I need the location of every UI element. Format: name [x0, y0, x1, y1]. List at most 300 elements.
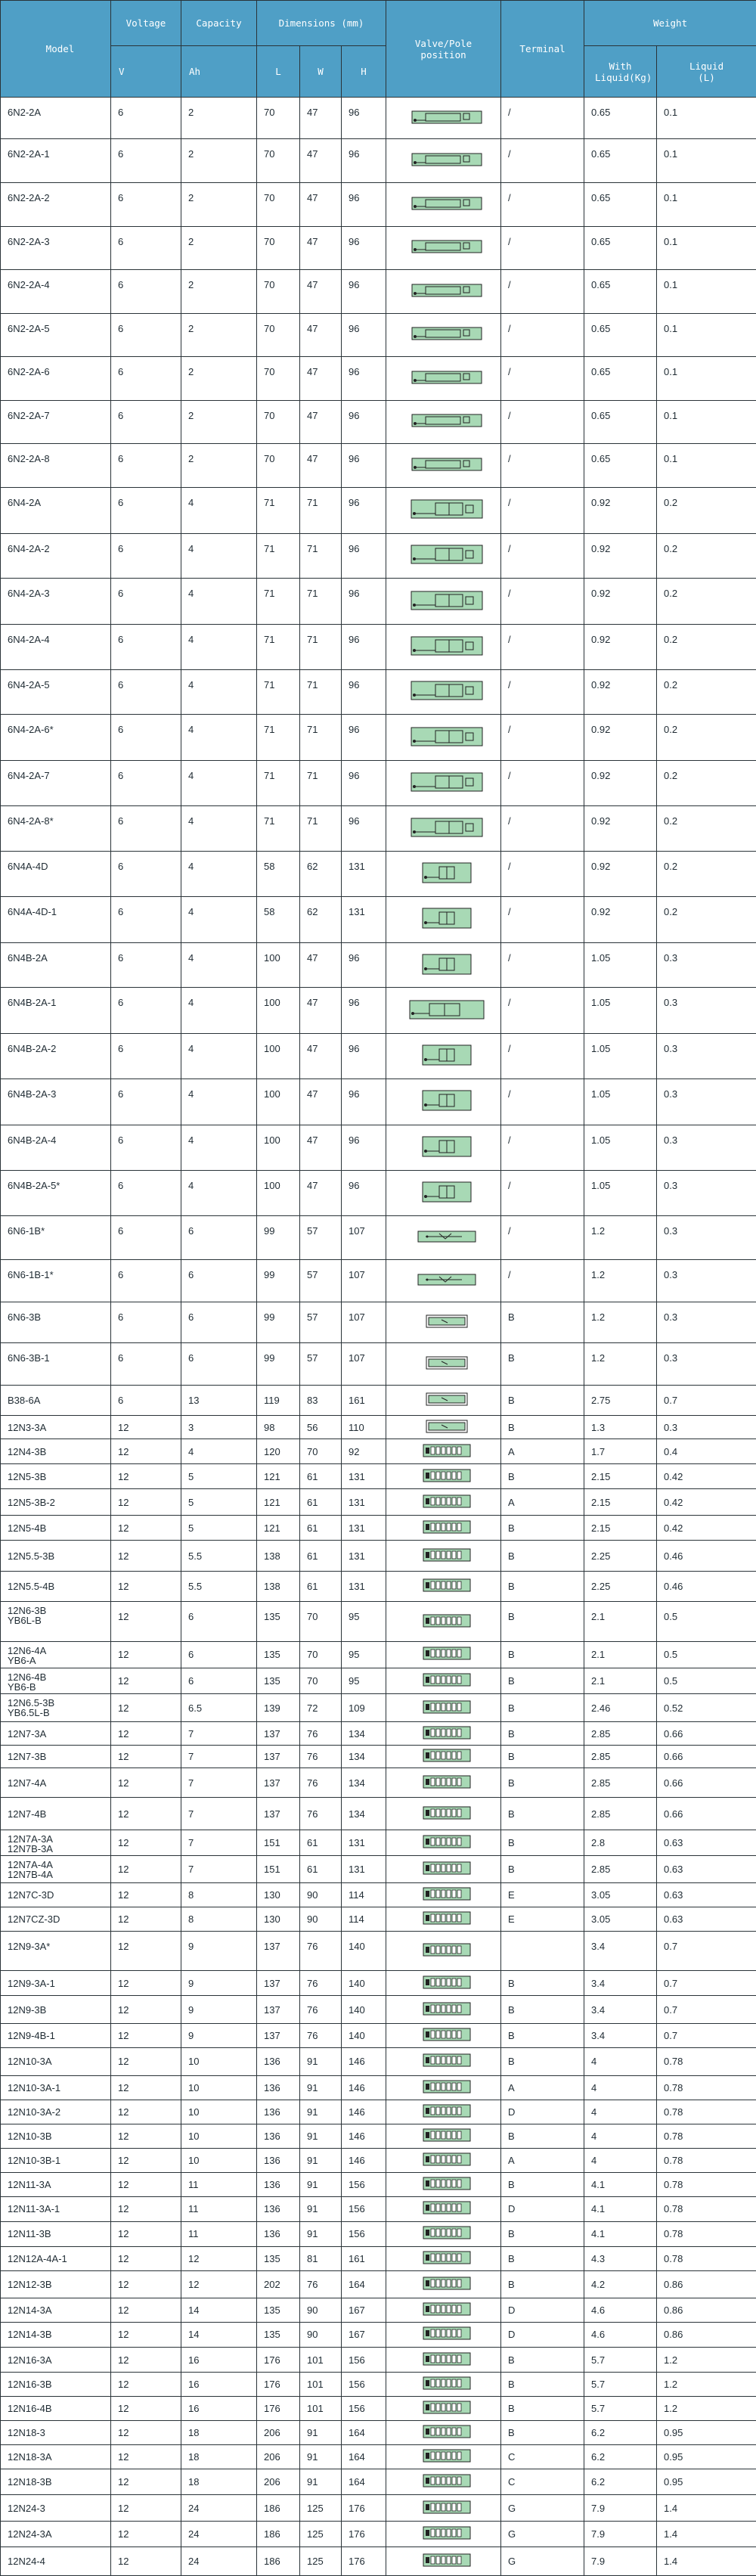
width-cell: 76	[300, 1996, 342, 2023]
model-cell	[1, 1668, 111, 1693]
model-cell: 12N12A-4A-1	[1, 2246, 111, 2270]
liquid-volume-cell: 1.4	[657, 2495, 756, 2522]
weight-with-liquid-cell: 1.2	[584, 1343, 657, 1385]
height-cell: 156	[342, 2373, 386, 2397]
voltage-cell: 6	[111, 942, 181, 988]
height-cell: 107	[342, 1302, 386, 1343]
liquid-volume-cell: 0.2	[657, 669, 756, 715]
valve-pole-cell	[386, 182, 501, 226]
height-cell: 96	[342, 805, 386, 852]
header-with-liquid: With Liquid(Kg)	[584, 46, 657, 98]
width-cell: 57	[300, 1216, 342, 1260]
small-battery-diagram-icon	[425, 1391, 469, 1410]
height-cell: 107	[342, 1343, 386, 1385]
width-cell: 57	[300, 1302, 342, 1343]
table-row	[1, 1516, 756, 1541]
voltage-cell: 6	[111, 624, 181, 669]
model-alias: YB6-B	[8, 1681, 36, 1693]
liquid-volume-cell: 0.3	[657, 1171, 756, 1216]
liquid-volume-cell: 0.2	[657, 805, 756, 852]
tube-battery-diagram-icon	[411, 325, 483, 344]
voltage-cell: 12	[111, 1693, 181, 1721]
table-row	[1, 1602, 756, 1641]
voltage-cell: 12	[111, 2270, 181, 2298]
valve-pole-cell	[386, 2172, 501, 2196]
box-battery-diagram-icon	[410, 543, 484, 568]
terminal-cell: D	[501, 2298, 584, 2323]
cell-battery-diagram-icon	[422, 1974, 472, 1993]
table-row	[1, 357, 756, 401]
cell-battery-diagram-icon	[422, 1724, 472, 1743]
capacity-cell: 24	[181, 2547, 257, 2576]
terminal-cell: B	[501, 1385, 584, 1415]
length-cell: 135	[257, 2298, 300, 2323]
liquid-volume-cell: 0.66	[657, 1746, 756, 1768]
liquid-volume-cell: 0.7	[657, 1971, 756, 1996]
cell-battery-diagram-icon	[422, 1493, 472, 1512]
terminal-cell: D	[501, 2100, 584, 2124]
width-cell: 57	[300, 1259, 342, 1302]
liquid-volume-cell: 0.86	[657, 2270, 756, 2298]
length-cell: 130	[257, 1883, 300, 1907]
terminal-cell: /	[501, 579, 584, 625]
box-battery-diagram-icon	[410, 771, 484, 796]
liquid-volume-cell: 0.46	[657, 1571, 756, 1601]
model-cell: 6N6-1B*	[1, 1216, 111, 1260]
weight-with-liquid-cell: 0.92	[584, 805, 657, 852]
voltage-cell: 12	[111, 2100, 181, 2124]
model-cell: 6N4B-2A-5*	[1, 1171, 111, 1216]
capacity-cell: 10	[181, 2075, 257, 2100]
height-cell: 131	[342, 1541, 386, 1571]
model-cell: 6N2-2A-2	[1, 182, 111, 226]
voltage-cell: 12	[111, 2348, 181, 2373]
box-battery-diagram-icon	[410, 679, 484, 704]
length-cell: 137	[257, 1722, 300, 1746]
cell-battery-diagram-icon	[422, 2103, 472, 2121]
voltage-cell: 12	[111, 2196, 181, 2221]
terminal-cell: B	[501, 1343, 584, 1385]
terminal-cell: B	[501, 1996, 584, 2023]
weight-with-liquid-cell: 1.05	[584, 1034, 657, 1079]
cell-battery-diagram-icon	[422, 2325, 472, 2344]
box-battery-diagram-icon	[410, 635, 484, 660]
weight-with-liquid-cell: 2.75	[584, 1385, 657, 1415]
model-cell: 6N6-3B	[1, 1302, 111, 1343]
model-cell: 12N7-3B	[1, 1746, 111, 1768]
voltage-cell: 6	[111, 98, 181, 139]
terminal-cell: /	[501, 139, 584, 183]
terminal-cell: B	[501, 1722, 584, 1746]
liquid-volume-cell: 0.78	[657, 2148, 756, 2172]
valve-pole-cell	[386, 313, 501, 357]
voltage-cell: 12	[111, 1602, 181, 1641]
length-cell: 121	[257, 1464, 300, 1489]
table-row	[1, 805, 756, 852]
terminal-cell: /	[501, 533, 584, 579]
height-cell: 134	[342, 1768, 386, 1797]
cell-battery-diagram-icon	[422, 2249, 472, 2268]
width-cell: 47	[300, 226, 342, 270]
capacity-cell: 6	[181, 1259, 257, 1302]
height-cell: 156	[342, 2348, 386, 2373]
length-cell: 206	[257, 2469, 300, 2494]
model-cell: 12N10-3B	[1, 2124, 111, 2148]
height-cell: 164	[342, 2469, 386, 2494]
capacity-cell: 4	[181, 579, 257, 625]
model-cell: 6N2-2A-7	[1, 400, 111, 444]
width-cell: 91	[300, 2196, 342, 2221]
liquid-volume-cell: 0.63	[657, 1883, 756, 1907]
model-cell: 12N11-3B	[1, 2221, 111, 2246]
model-cell: 12N12-3B	[1, 2270, 111, 2298]
width-cell: 71	[300, 624, 342, 669]
capacity-cell: 8	[181, 1883, 257, 1907]
width-cell: 72	[300, 1693, 342, 1721]
cell-battery-diagram-icon	[422, 1612, 472, 1631]
table-row	[1, 2100, 756, 2124]
width-cell: 47	[300, 942, 342, 988]
valve-pole-cell	[386, 2495, 501, 2522]
terminal-cell: G	[501, 2495, 584, 2522]
weight-with-liquid-cell: 0.92	[584, 897, 657, 943]
liquid-volume-cell: 0.63	[657, 1830, 756, 1855]
width-cell: 91	[300, 2148, 342, 2172]
length-cell: 121	[257, 1489, 300, 1516]
table-row	[1, 761, 756, 806]
voltage-cell: 12	[111, 1416, 181, 1439]
voltage-cell: 6	[111, 1125, 181, 1171]
width-cell: 56	[300, 1416, 342, 1439]
length-cell: 70	[257, 139, 300, 183]
terminal-cell: /	[501, 942, 584, 988]
capacity-cell: 9	[181, 1932, 257, 1971]
terminal-cell: /	[501, 313, 584, 357]
width-cell: 47	[300, 1079, 342, 1125]
terminal-cell: G	[501, 2547, 584, 2576]
height-cell: 96	[342, 669, 386, 715]
valve-pole-cell	[386, 761, 501, 806]
voltage-cell: 12	[111, 2495, 181, 2522]
weight-with-liquid-cell: 2.1	[584, 1602, 657, 1641]
height-cell: 164	[342, 2420, 386, 2444]
model-cell: 6N2-2A-5	[1, 313, 111, 357]
valve-pole-cell	[386, 988, 501, 1034]
model-cell: 6N4B-2A-4	[1, 1125, 111, 1171]
length-cell: 100	[257, 1125, 300, 1171]
width-cell: 71	[300, 715, 342, 761]
header-capacity-unit: Ah	[181, 46, 257, 98]
length-cell: 137	[257, 1768, 300, 1797]
capacity-cell: 16	[181, 2373, 257, 2397]
height-cell: 96	[342, 487, 386, 533]
liquid-volume-cell: 0.78	[657, 2221, 756, 2246]
small-battery-diagram-icon	[425, 1418, 469, 1437]
voltage-cell: 12	[111, 1768, 181, 1797]
length-cell: 99	[257, 1343, 300, 1385]
length-cell: 71	[257, 669, 300, 715]
width-cell: 57	[300, 1343, 342, 1385]
cell-battery-diagram-icon	[422, 1699, 472, 1718]
voltage-cell: 6	[111, 1171, 181, 1216]
table-row	[1, 852, 756, 897]
model-cell: 12N7CZ-3D	[1, 1907, 111, 1932]
table-row	[1, 2444, 756, 2469]
table-row	[1, 2397, 756, 2421]
height-cell: 146	[342, 2047, 386, 2075]
header-width: W	[300, 46, 342, 98]
height-cell: 131	[342, 1571, 386, 1601]
liquid-volume-cell: 0.78	[657, 2047, 756, 2075]
cell-battery-diagram-icon	[422, 1671, 472, 1690]
length-cell: 139	[257, 1693, 300, 1721]
height-cell: 96	[342, 313, 386, 357]
liquid-volume-cell: 0.78	[657, 2100, 756, 2124]
model-alias: 12N7B-4A	[8, 1869, 53, 1881]
width-cell: 47	[300, 313, 342, 357]
table-row	[1, 2522, 756, 2547]
height-cell: 96	[342, 400, 386, 444]
box-battery-diagram-icon	[410, 725, 484, 750]
terminal-cell: G	[501, 2522, 584, 2547]
capacity-cell: 2	[181, 98, 257, 139]
liquid-volume-cell: 0.1	[657, 313, 756, 357]
model-cell: 12N18-3B	[1, 2469, 111, 2494]
header-capacity: Capacity	[181, 1, 257, 46]
cell-battery-diagram-icon	[422, 2175, 472, 2194]
terminal-cell: B	[501, 1516, 584, 1541]
model-cell: 6N4A-4D	[1, 852, 111, 897]
length-cell: 206	[257, 2420, 300, 2444]
model-cell: 12N16-4B	[1, 2397, 111, 2421]
model-cell: 6N4B-2A-3	[1, 1079, 111, 1125]
voltage-cell: 6	[111, 897, 181, 943]
voltage-cell: 12	[111, 2547, 181, 2576]
width-cell: 76	[300, 1722, 342, 1746]
valve-pole-cell	[386, 2047, 501, 2075]
valve-pole-cell	[386, 1125, 501, 1171]
length-cell: 100	[257, 1034, 300, 1079]
header-voltage-unit: V	[111, 46, 181, 98]
valve-pole-cell	[386, 226, 501, 270]
model-cell: 12N11-3A	[1, 2172, 111, 2196]
terminal-cell: /	[501, 226, 584, 270]
capacity-cell: 10	[181, 2124, 257, 2148]
model-cell	[1, 1856, 111, 1883]
liquid-volume-cell: 0.1	[657, 98, 756, 139]
width-cell: 81	[300, 2246, 342, 2270]
width-cell: 91	[300, 2444, 342, 2469]
voltage-cell: 12	[111, 1746, 181, 1768]
length-cell: 137	[257, 1746, 300, 1768]
terminal-cell: B	[501, 2246, 584, 2270]
height-cell: 161	[342, 1385, 386, 1415]
capacity-cell: 6	[181, 1216, 257, 1260]
cell-battery-diagram-icon	[422, 2447, 472, 2466]
length-cell: 135	[257, 2246, 300, 2270]
length-cell: 70	[257, 313, 300, 357]
model-cell: 12N10-3A-2	[1, 2100, 111, 2124]
table-row	[1, 1693, 756, 1721]
length-cell: 136	[257, 2100, 300, 2124]
terminal-cell: /	[501, 357, 584, 401]
weight-with-liquid-cell: 2.1	[584, 1668, 657, 1693]
valve-pole-cell	[386, 1171, 501, 1216]
cell-battery-diagram-icon	[422, 2423, 472, 2442]
length-cell: 176	[257, 2397, 300, 2421]
cell-battery-diagram-icon	[422, 2351, 472, 2370]
capacity-cell: 4	[181, 487, 257, 533]
length-cell: 137	[257, 2023, 300, 2047]
valve-pole-cell	[386, 2547, 501, 2576]
table-row	[1, 2196, 756, 2221]
cell-battery-diagram-icon	[422, 1860, 472, 1879]
weight-with-liquid-cell: 3.05	[584, 1883, 657, 1907]
terminal-cell: C	[501, 2469, 584, 2494]
valve-pole-cell	[386, 2420, 501, 2444]
valve-pole-cell	[386, 1259, 501, 1302]
voltage-cell: 12	[111, 2124, 181, 2148]
model-cell	[1, 1693, 111, 1721]
weight-with-liquid-cell: 0.92	[584, 715, 657, 761]
model-cell: 6N6-3B-1	[1, 1343, 111, 1385]
cell-battery-diagram-icon	[422, 1774, 472, 1792]
tube-battery-diagram-icon	[411, 282, 483, 301]
valve-pole-cell	[386, 2075, 501, 2100]
model-cell	[1, 1602, 111, 1641]
weight-with-liquid-cell: 0.65	[584, 270, 657, 314]
terminal-cell: B	[501, 2124, 584, 2148]
length-cell: 121	[257, 1516, 300, 1541]
terminal-cell: B	[501, 1798, 584, 1830]
terminal-cell	[501, 1932, 584, 1971]
length-cell: 58	[257, 852, 300, 897]
height-cell: 96	[342, 1171, 386, 1216]
weight-with-liquid-cell: 5.7	[584, 2348, 657, 2373]
model-cell: 6N2-2A-1	[1, 139, 111, 183]
capacity-cell: 2	[181, 313, 257, 357]
length-cell: 100	[257, 1079, 300, 1125]
cell-battery-diagram-icon	[422, 2472, 472, 2491]
terminal-cell: B	[501, 1416, 584, 1439]
table-row	[1, 1830, 756, 1855]
weight-with-liquid-cell: 1.2	[584, 1216, 657, 1260]
capacity-cell: 7	[181, 1798, 257, 1830]
capacity-cell: 11	[181, 2221, 257, 2246]
liquid-volume-cell: 0.2	[657, 624, 756, 669]
model-alias: YB6.5L-B	[8, 1706, 50, 1718]
capacity-cell: 12	[181, 2270, 257, 2298]
model-name: 12N7A-3A	[8, 1833, 53, 1845]
capacity-cell: 5	[181, 1516, 257, 1541]
voltage-cell: 6	[111, 533, 181, 579]
table-row	[1, 182, 756, 226]
model-cell: 6N2-2A	[1, 98, 111, 139]
valve-pole-cell	[386, 139, 501, 183]
length-cell: 100	[257, 942, 300, 988]
model-cell: 6N4-2A-6*	[1, 715, 111, 761]
valve-pole-cell	[386, 2522, 501, 2547]
liquid-volume-cell: 0.7	[657, 1932, 756, 1971]
table-row	[1, 715, 756, 761]
liquid-volume-cell: 0.7	[657, 1385, 756, 1415]
capacity-cell: 5	[181, 1464, 257, 1489]
cell-battery-diagram-icon	[422, 1467, 472, 1486]
width-cell: 90	[300, 2322, 342, 2347]
table-row	[1, 1343, 756, 1385]
cell-battery-diagram-icon	[422, 2552, 472, 2571]
liquid-volume-cell: 0.46	[657, 1541, 756, 1571]
terminal-cell: B	[501, 1971, 584, 1996]
length-cell: 71	[257, 715, 300, 761]
model-cell: 12N5.5-3B	[1, 1541, 111, 1571]
model-cell: 12N5-3B-2	[1, 1489, 111, 1516]
liquid-volume-cell: 0.5	[657, 1668, 756, 1693]
height-cell: 114	[342, 1883, 386, 1907]
terminal-cell: E	[501, 1883, 584, 1907]
height-cell: 156	[342, 2397, 386, 2421]
table-row	[1, 942, 756, 988]
liquid-volume-cell: 1.4	[657, 2522, 756, 2547]
terminal-cell: /	[501, 1125, 584, 1171]
cell-battery-diagram-icon	[422, 2525, 472, 2543]
capacity-cell: 18	[181, 2469, 257, 2494]
weight-with-liquid-cell: 2.85	[584, 1768, 657, 1797]
length-cell: 100	[257, 988, 300, 1034]
valve-pole-cell	[386, 270, 501, 314]
voltage-cell: 12	[111, 1489, 181, 1516]
weight-with-liquid-cell: 1.05	[584, 942, 657, 988]
capacity-cell: 4	[181, 988, 257, 1034]
terminal-cell: D	[501, 2322, 584, 2347]
valve-pole-cell	[386, 487, 501, 533]
valve-pole-cell	[386, 2270, 501, 2298]
length-cell: 135	[257, 1602, 300, 1641]
flat-battery-diagram-icon	[417, 1273, 477, 1289]
height-cell: 96	[342, 624, 386, 669]
table-row	[1, 2148, 756, 2172]
length-cell: 71	[257, 487, 300, 533]
height-cell: 96	[342, 182, 386, 226]
model-cell: 6N2-2A-3	[1, 226, 111, 270]
liquid-volume-cell: 0.3	[657, 1216, 756, 1260]
wide-battery-diagram-icon	[408, 998, 485, 1023]
table-row	[1, 533, 756, 579]
height-cell: 131	[342, 1856, 386, 1883]
length-cell: 136	[257, 2148, 300, 2172]
height-cell: 96	[342, 270, 386, 314]
liquid-volume-cell: 0.86	[657, 2298, 756, 2323]
terminal-cell: B	[501, 1768, 584, 1797]
length-cell: 70	[257, 357, 300, 401]
weight-with-liquid-cell: 2.15	[584, 1489, 657, 1516]
model-cell: 6N4-2A-5	[1, 669, 111, 715]
terminal-cell: A	[501, 1439, 584, 1464]
liquid-volume-cell: 0.2	[657, 533, 756, 579]
valve-pole-cell	[386, 2348, 501, 2373]
length-cell: 71	[257, 624, 300, 669]
height-cell: 107	[342, 1216, 386, 1260]
valve-pole-cell	[386, 1464, 501, 1489]
height-cell: 156	[342, 2196, 386, 2221]
length-cell: 99	[257, 1259, 300, 1302]
compact-battery-diagram-icon	[421, 1134, 472, 1161]
voltage-cell: 6	[111, 1343, 181, 1385]
valve-pole-cell	[386, 942, 501, 988]
height-cell: 131	[342, 1830, 386, 1855]
weight-with-liquid-cell: 6.2	[584, 2444, 657, 2469]
compact-battery-diagram-icon	[421, 952, 472, 979]
